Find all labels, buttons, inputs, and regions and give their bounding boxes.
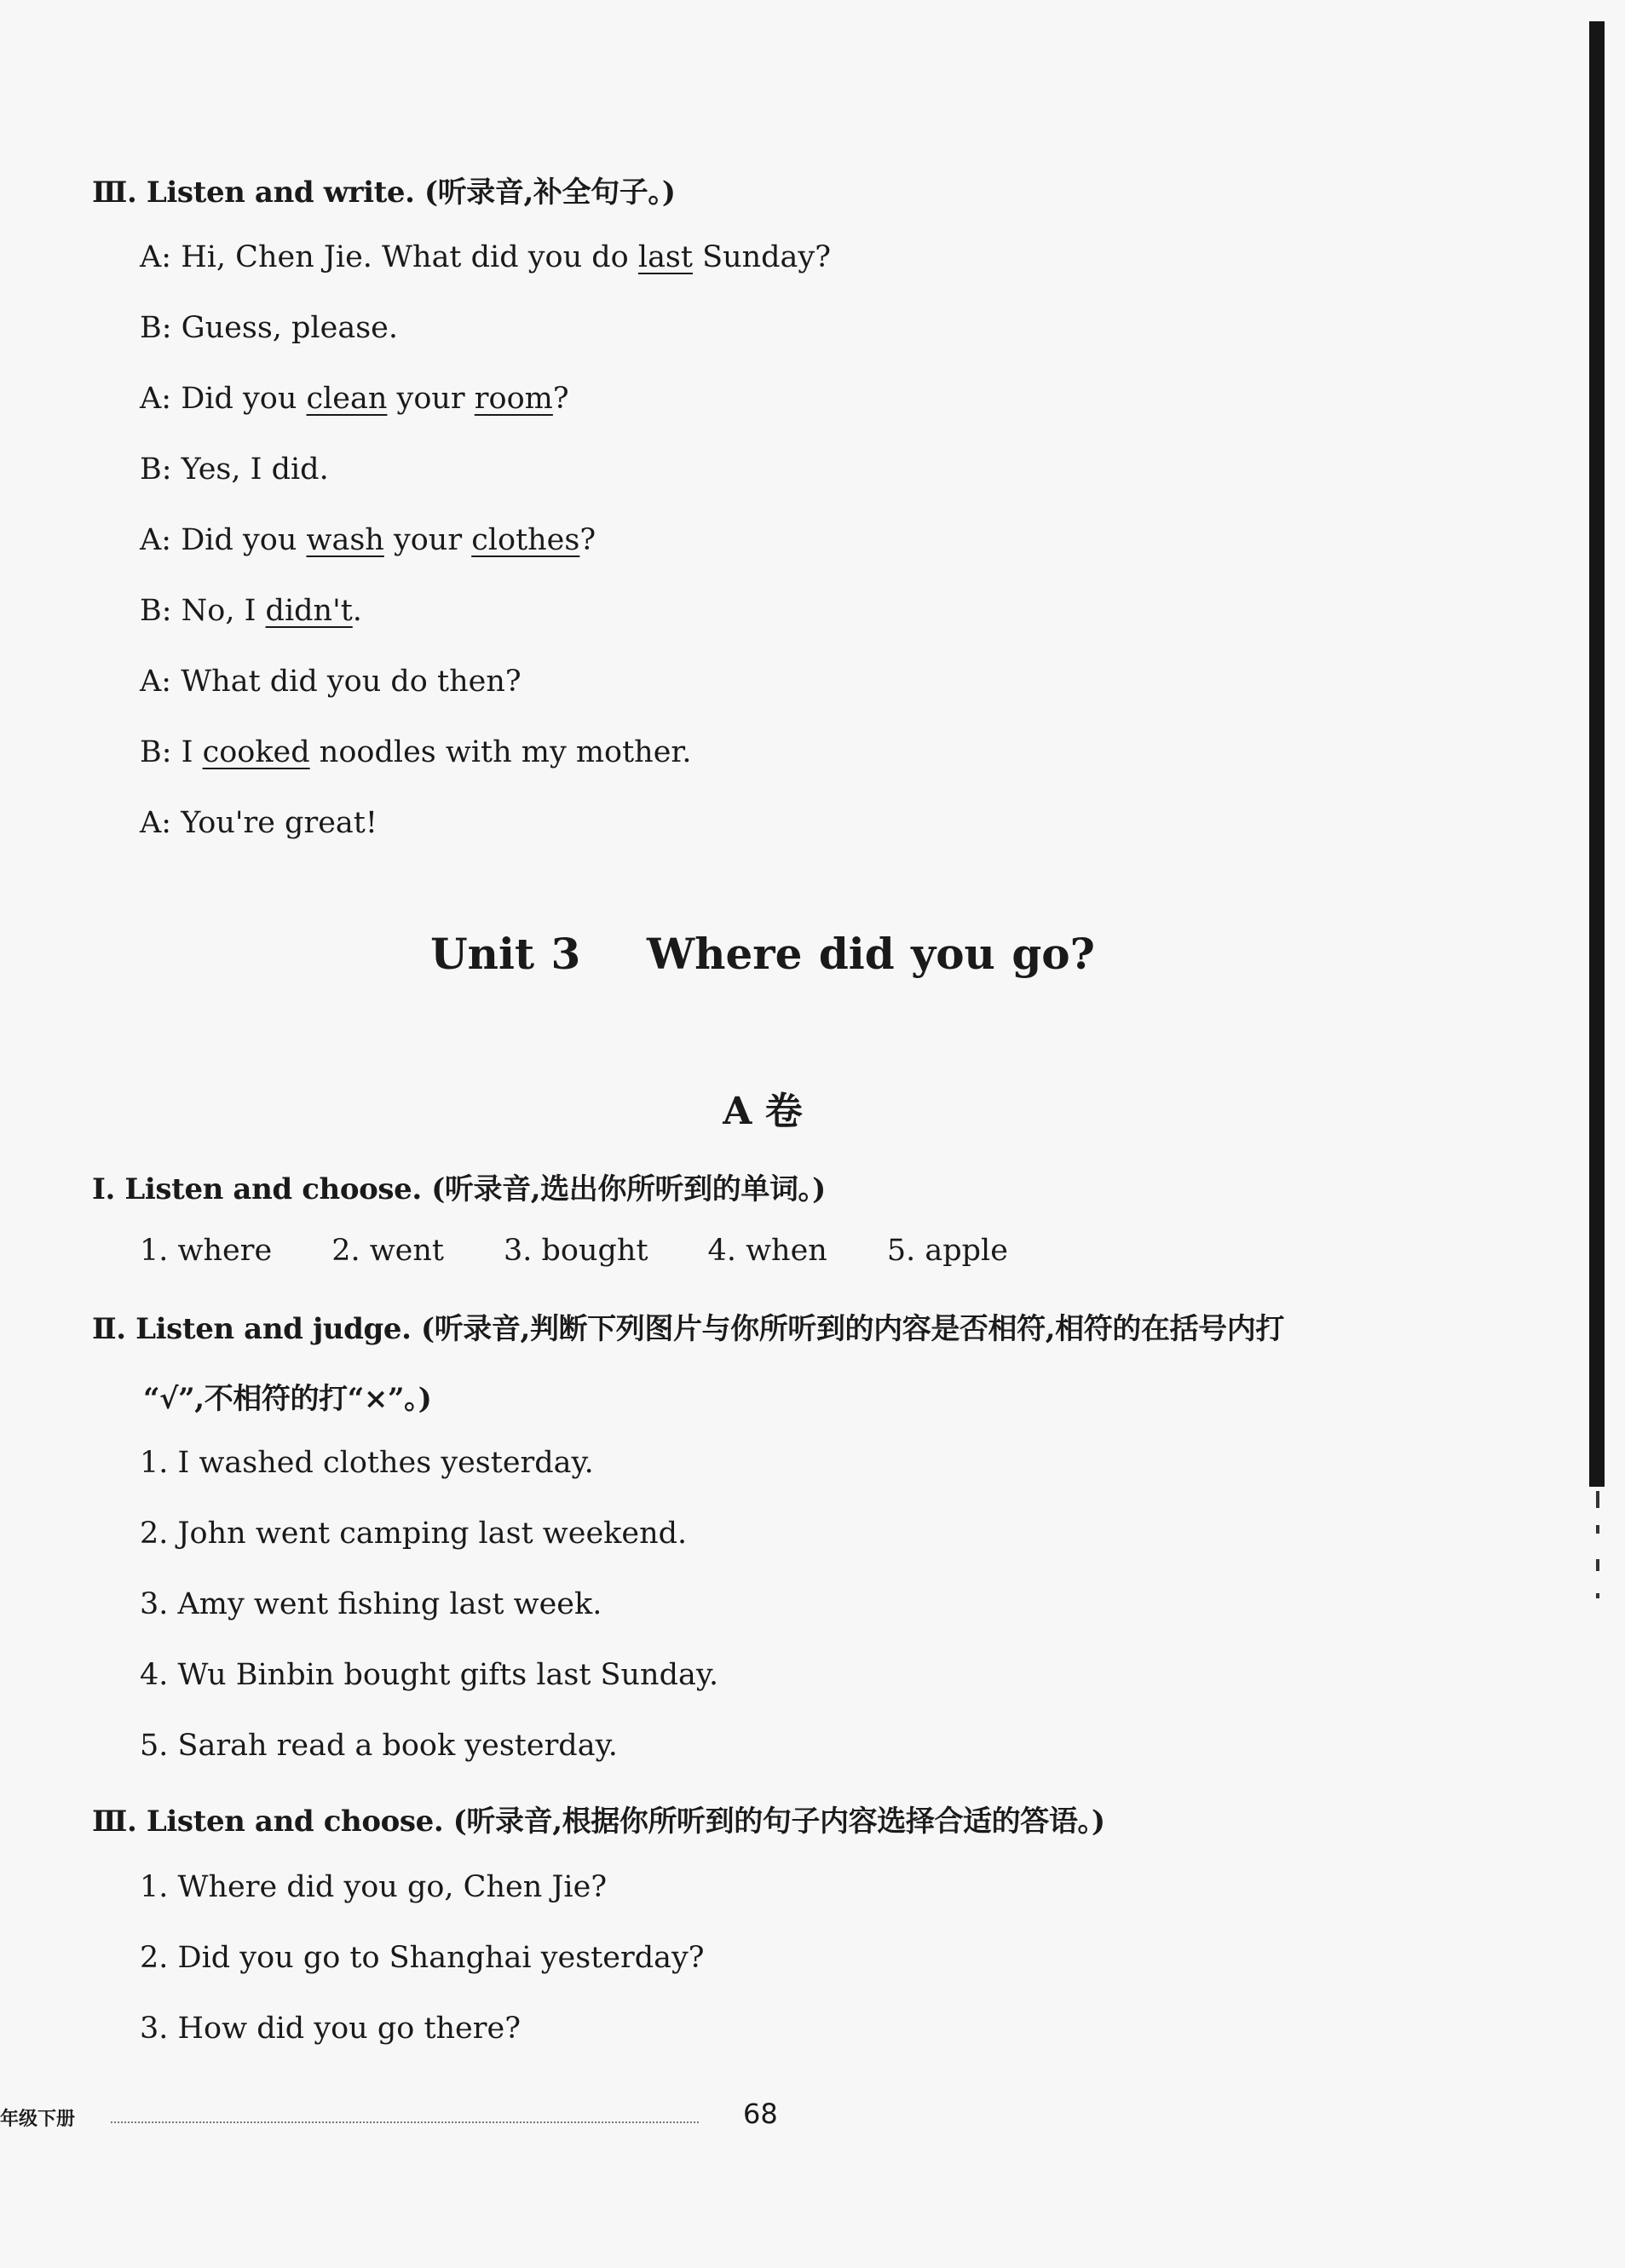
word-option: 4. when bbox=[707, 1234, 827, 1268]
answer-word: last bbox=[637, 240, 693, 274]
a3-item: 2. Did you go to Shanghai yesterday? bbox=[140, 1941, 705, 1975]
page-edge-specks bbox=[1596, 1491, 1599, 1610]
dialogue-text: . bbox=[352, 594, 362, 628]
paper-title: A 卷 bbox=[723, 1090, 803, 1133]
a3-heading: Ⅲ. Listen and choose. (听录音,根据你所听到的句子内容选择合适的答语。) bbox=[92, 1805, 1105, 1839]
dialogue-text: A: Did you bbox=[140, 523, 307, 557]
footer-dotted-rule bbox=[111, 2121, 699, 2123]
unit-title: Unit 3 Where did you go? bbox=[430, 929, 1095, 979]
answer-word: didn't bbox=[265, 594, 353, 628]
answer-word: room bbox=[474, 382, 553, 416]
dialogue-line bbox=[140, 594, 362, 628]
answer-word: wash bbox=[306, 523, 384, 557]
answer-word: cooked bbox=[202, 735, 310, 769]
dialogue-text: A: You're great! bbox=[140, 806, 377, 840]
dialogue-line bbox=[140, 665, 521, 699]
word-option: 5. apple bbox=[886, 1234, 1008, 1268]
dialogue-text: A: Hi, Chen Jie. What did you do bbox=[140, 240, 638, 274]
dialogue-line bbox=[140, 523, 596, 557]
answer-word: clean bbox=[306, 382, 388, 416]
dialogue-text: B: Guess, please. bbox=[140, 311, 399, 345]
a2-item: 5. Sarah read a book yesterday. bbox=[140, 1729, 618, 1763]
dialogue-text: A: What did you do then? bbox=[140, 665, 521, 699]
page-edge-shadow bbox=[1589, 21, 1605, 1487]
dialogue-line bbox=[140, 806, 377, 840]
a2-item: 2. John went camping last weekend. bbox=[140, 1517, 688, 1551]
a1-heading: Ⅰ. Listen and choose. (听录音,选出你所听到的单词。) bbox=[92, 1172, 826, 1206]
dialogue-text: ? bbox=[552, 382, 569, 416]
dialogue-text: ? bbox=[579, 523, 596, 557]
a2-heading-line2: “√”,不相符的打“×”。) bbox=[143, 1382, 432, 1416]
section-3-heading: Ⅲ. Listen and write. (听录音,补全句子。) bbox=[92, 176, 676, 210]
a2-heading-line1: Ⅱ. Listen and judge. (听录音,判断下列图片与你所听到的内容是否相符,相符的在括号内打 bbox=[92, 1312, 1284, 1346]
word-option: 1. where bbox=[140, 1234, 273, 1268]
a3-item: 3. How did you go there? bbox=[140, 2012, 521, 2046]
dialogue-text: noodles with my mother. bbox=[309, 735, 692, 769]
dialogue-text: B: Yes, I did. bbox=[140, 452, 329, 486]
a2-item: 3. Amy went fishing last week. bbox=[140, 1587, 602, 1621]
dialogue-line bbox=[140, 735, 691, 769]
dialogue-text: A: Did you bbox=[140, 382, 307, 416]
dialogue-line bbox=[140, 240, 831, 274]
page-number: 68 bbox=[743, 2098, 778, 2130]
word-options bbox=[140, 1234, 1068, 1268]
dialogue-text: B: No, I bbox=[140, 594, 266, 628]
book-label: 年级下册 bbox=[0, 2109, 76, 2130]
dialogue-text: your bbox=[387, 382, 475, 416]
dialogue-text: your bbox=[383, 523, 472, 557]
dialogue-text: B: I bbox=[140, 735, 203, 769]
dialogue-line bbox=[140, 311, 398, 345]
word-option: 2. went bbox=[331, 1234, 444, 1268]
dialogue-line bbox=[140, 382, 569, 416]
word-option: 3. bought bbox=[503, 1234, 648, 1268]
answer-word: clothes bbox=[471, 523, 580, 557]
a2-item: 4. Wu Binbin bought gifts last Sunday. bbox=[140, 1658, 719, 1692]
a3-item: 1. Where did you go, Chen Jie? bbox=[140, 1870, 608, 1904]
dialogue-text: Sunday? bbox=[692, 240, 831, 274]
dialogue-line bbox=[140, 452, 329, 486]
a2-item: 1. I washed clothes yesterday. bbox=[140, 1446, 594, 1480]
